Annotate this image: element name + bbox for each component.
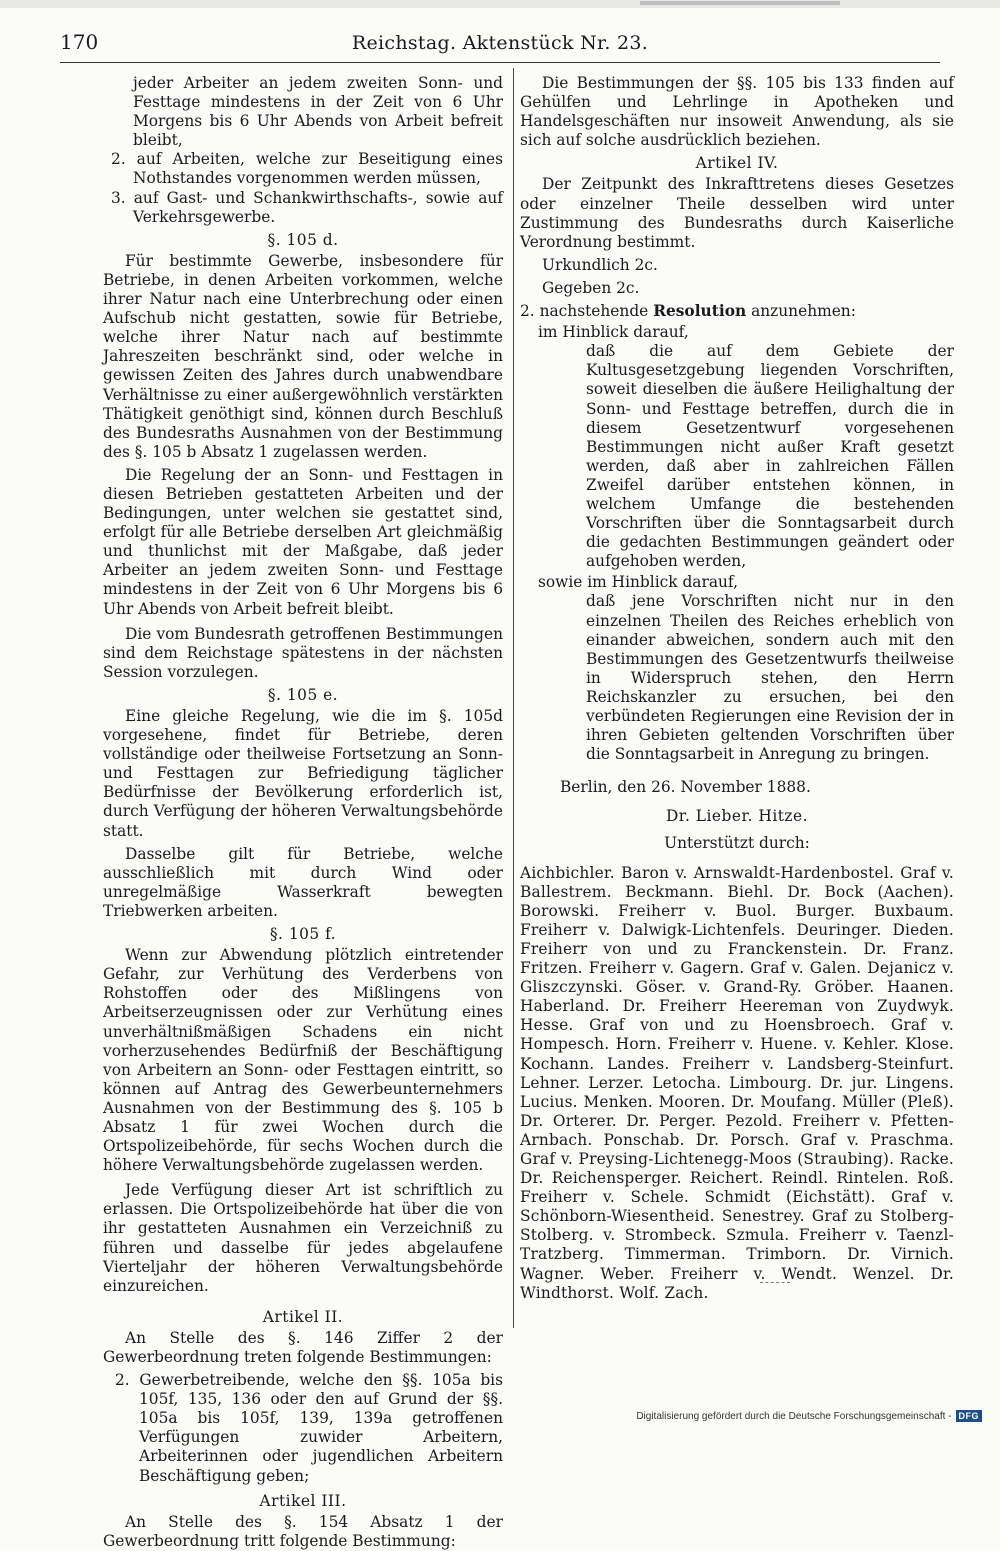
hinblick-1-label: im Hinblick darauf,: [538, 323, 689, 342]
page-header: [60, 30, 940, 60]
paragraph-105d-2: Die Regelung der an Sonn- und Festtagen in diesen Betrieben gestatteten Arbeiten und der Bedingungen, unter welchen sie gestattet sind, erfolgt für alle Betriebe derselben Art gleichmäßig und thunlichst mit der Maßgabe, daß jeder Arbeiter an jedem zweiten Sonn- und Festtage mindestens in der Zeit von 6 Uhr Morgens bis 6 Uhr Abends von Arbeit befreit bleibt.: [103, 465, 503, 618]
article-2-item: 2. Gewerbetreibende, welche den §§. 105a bis 105f, 135, 136 oder den auf Grund der §§. 105a bis 105f, 139, 139a getroffenen Verfügungen zuwider Arbeitern, Arbeiterinnen oder jugendlichen Arbeitern Beschäftigung geben;: [115, 1371, 503, 1485]
section-heading-105f: §. 105 f.: [269, 925, 337, 944]
paragraph-105e-1: Eine gleiche Regelung, wie die im §. 105d vorgesehene, findet für Betriebe, deren vollständige oder theilweise Fortsetzung an Sonn- und Festtagen zur Befriedigung täglicher Bedürfnisse der Bevölkerung erforderlich ist, durch Verfügung der höheren Verwaltungsbehörde statt.: [103, 707, 503, 840]
paragraph-105f-1: Wenn zur Abwendung plötzlich eintretender Gefahr, zur Verhütung des Verderbens von Rohstoffen oder des Mißlingens von Arbeitserzeugnissen oder zur Verhütung eines unverhältnißmäßigen Schadens ein nicht vorherzusehendes Bedürfniß der Beschäftigung von Arbeitern an Sonn- oder Festtagen eintritt, so können auf Antrag des Gewerbeunternehmers Ausnahmen von der Bestimmung des §. 105 b Absatz 1 für zwei Wochen durch die Ortspolizeibehörde, für sechs Wochen durch die höhere Verwaltungsbehörde zugelassen werden.: [103, 946, 503, 1175]
hinblick-2-label: sowie im Hinblick darauf,: [538, 573, 738, 592]
hinblick-2-text: daß jene Vorschriften nicht nur in den einzelnen Theilen des Reiches erheblich von einander abweichen, sondern auch mit den Bestimmungen des Gesetzentwurfs theilweise in Widerspruch stehen, den Herrn Reichskanzler zu ersuchen, bei den verbündeten Regierungen eine Revision der in ihren Gebieten geltenden Vorschriften über die Sonntagsarbeit in Anregung zu bringen.: [586, 592, 954, 764]
hinblick-1-text: daß die auf dem Gebiete der Kultusgesetzgebung liegenden Vorschriften, soweit dieselben die äußere Heilighaltung der Sonn- und Festtage betreffen, durch die in diesem Gesetzentwurf vorgesehenen Bestimmungen nicht außer Kraft gesetzt werden, daß aber in zahlreichen Fällen Zweifel darüber entstehen können, in welchem Umfange die bestehenden Vorschriften über die Sonntagsarbeit durch die gedachten Bestimmungen geändert oder aufgehoben werden,: [586, 342, 954, 571]
paragraph-105d-3: Die vom Bundesrath getroffenen Bestimmungen sind dem Reichstage spätestens in der nächsten Session vorzulegen.: [103, 624, 503, 681]
page-title: Reichstag. Aktenstück Nr. 23.: [351, 32, 649, 54]
signatories: Dr. Lieber. Hitze.: [665, 807, 809, 826]
column-divider: [513, 68, 514, 1328]
list-item-3: 3. auf Gast- und Schankwirthschafts-, sowie auf Verkehrsgewerbe.: [111, 188, 503, 226]
resolution-intro: [520, 302, 954, 321]
article-4-heading: Artikel IV.: [695, 154, 779, 173]
page-number: 170: [60, 30, 99, 54]
resolution-pre: 2. nachstehende: [520, 302, 649, 321]
section-heading-105d: §. 105 d.: [267, 230, 339, 249]
resolution-post: anzunehmen:: [751, 302, 856, 321]
footer-text: Digitalisierung gefördert durch die Deutsche Forschungsgemeinschaft -: [636, 1410, 952, 1422]
urkundlich-line: Urkundlich 2c.: [542, 255, 658, 274]
paragraph-105d-1: Für bestimmte Gewerbe, insbesondere für Betriebe, in denen Arbeiten vorkommen, welche ihrer Natur nach eine Unterbrechung oder einen Aufschub nicht gestatten, sowie für Betriebe, welche ihrer Natur nach auf bestimmte Jahreszeiten beschränkt sind, oder welche in gewissen Zeiten des Jahres durch unabwendbare Verhältnisse zu einer außergewöhnlich verstärkten Thätigkeit genöthigt sind, können durch Beschluß des Bundesraths Ausnahmen von der Bestimmung des §. 105 b Absatz 1 zugelassen werden.: [103, 251, 503, 461]
dfg-logo: DFG: [956, 1410, 983, 1422]
scan-top-strip: [0, 0, 1000, 8]
section-heading-105e: §. 105 e.: [267, 685, 339, 704]
gegeben-line: Gegeben 2c.: [542, 278, 640, 297]
scan-top-bar: [640, 1, 840, 5]
article-3-intro: An Stelle des §. 154 Absatz 1 der Gewerbeordnung tritt folgende Bestimmung:: [103, 1512, 503, 1550]
article-4-text: Der Zeitpunkt des Inkrafttretens dieses Gesetzes oder einzelner Theile desselben wird unter Zustimmung des Bundesraths durch Kaiserliche Verordnung bestimmt.: [520, 175, 954, 251]
header-rule: [60, 62, 940, 63]
list-item-2: 2. auf Arbeiten, welche zur Beseitigung eines Nothstandes vorgenommen werden müssen,: [111, 150, 503, 188]
resolution-keyword: Resolution: [653, 302, 747, 321]
paragraph-apotheken: Die Bestimmungen der §§. 105 bis 133 finden auf Gehülfen und Lehrlinge in Apotheken und Handelsgeschäften nur insoweit Anwendung, als sie sich auf solche ausdrücklich beziehen.: [520, 74, 954, 150]
supported-by-label: Unterstützt durch:: [664, 834, 810, 853]
paragraph-105f-2: Jede Verfügung dieser Art ist schriftlich zu erlassen. Die Ortspolizeibehörde hat über die von ihr gestatteten Ausnahmen ein Verzeichniß zu führen und dasselbe für jedes abgelaufene Vierteljahr der höheren Verwaltungsbehörde einzureichen.: [103, 1181, 503, 1295]
left-column: [103, 74, 503, 1551]
paragraph-105e-2: Dasselbe gilt für Betriebe, welche ausschließlich mit durch Wind oder unregelmäßige Wasserkraft bewegten Triebwerken arbeiten.: [103, 844, 503, 920]
supporters-list: Aichbichler. Baron v. Arnswaldt-Hardenbostel. Graf v. Ballestrem. Beckmann. Biehl. Dr. Bock (Aachen). Borowski. Freiherr v. Buol. Burger. Buxbaum. Freiherr v. Dalwigk-Lichtenfels. Deuringer. Dieden. Freiherr von und zu Franckenstein. Dr. Franz. Fritzen. Freiherr v. Gagern. Graf v. Galen. Dejanicz v. Gliszczynski. Göser. v. Grand-Ry. Gröber. Haanen. Haberland. Dr. Freiherr Heereman von Zuydwyk. Hesse. Graf von und zu Hoensbroech. Graf v. Hompesch. Horn. Freiherr v. Huene. v. Kehler. Klose. Kochann. Landes. Freiherr v. Landsberg-Steinfurt. Lehner. Lerzer. Letocha. Limbourg. Dr. jur. Lingens. Lucius. Menken. Mooren. Dr. Moufang. Müller (Pleß). Dr. Orterer. Dr. Perger. Pezold. Freiherr v. Pfetten-Arnbach. Ponschab. Dr. Porsch. Graf v. Praschma. Graf v. Preysing-Lichtenegg-Moos (Straubing). Racke. Dr. Reichensperger. Reichert. Reindl. Rintelen. Roß. Freiherr v. Schele. Schmidt (Eichstätt). Graf v. Schönborn-Wiesentheid. Senestrey. Graf zu Stolberg-Stolberg. v. Strombeck. Szmula. Freiherr v. Taenzl-Tratzberg. Timmerman. Trimborn. Dr. Virnich. Wagner. Weber. Freiherr v. Wendt. Wenzel. Dr. Windthorst. Wolf. Zach.: [520, 863, 954, 1302]
article-2-intro: An Stelle des §. 146 Ziffer 2 der Gewerbeordnung treten folgende Bestimmungen:: [103, 1328, 503, 1366]
right-column: [520, 74, 954, 1318]
footer: [636, 1410, 982, 1422]
intro-continuation: jeder Arbeiter an jedem zweiten Sonn- und Festtage mindestens in der Zeit von 6 Uhr Morgens bis 6 Uhr Abends von Arbeit befreit bleibt,: [133, 74, 503, 150]
end-mark: [760, 1282, 790, 1283]
article-3-heading: Artikel III.: [259, 1491, 347, 1510]
article-2-heading: Artikel II.: [262, 1307, 344, 1326]
date-line: Berlin, den 26. November 1888.: [560, 778, 811, 797]
